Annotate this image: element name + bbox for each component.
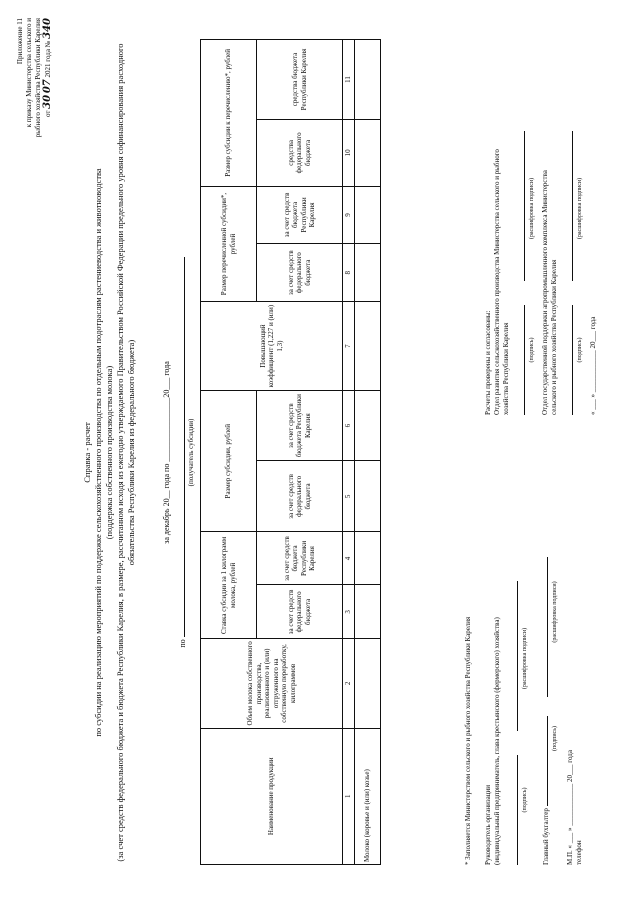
table-cell[interactable]: [355, 391, 381, 461]
number-prefix: №: [44, 40, 52, 48]
subheader-rate-rk: за счет средств бюджета Республики Карелия: [257, 532, 343, 585]
column-number: 9: [343, 186, 355, 243]
column-number: 8: [343, 244, 355, 302]
table-cell[interactable]: [355, 40, 381, 120]
column-number: 10: [343, 119, 355, 186]
title-line1: Справка - расчет: [82, 422, 92, 483]
accountant-decode-caption: (расшифровка подписи): [552, 581, 558, 643]
date-year: 2021 года: [44, 49, 52, 78]
appendix-line1: Приложение 11: [16, 18, 24, 65]
calculation-table: [200, 39, 381, 865]
subheader-size-fed: за счет средств федерального бюджета: [257, 461, 343, 532]
row-label-milk: Молоко (коровье и (или) козье): [355, 728, 381, 864]
date-month: 07: [42, 79, 53, 94]
checked-line3: хозяйства Республики Карелия: [502, 322, 510, 415]
header-size: Размер субсидии, рублей: [201, 391, 257, 532]
head-decode-caption: (расшифровка подписи): [522, 627, 528, 690]
date-day: 30: [42, 94, 53, 109]
table-cell[interactable]: [355, 585, 381, 639]
subheader-rate-fed: за счет средств федерального бюджета: [257, 585, 343, 639]
checked-line5: сельского и рыбного хозяйства Республики Карелия: [550, 259, 558, 415]
title-line5: обязательства Республики Карелия из федерального бюджета): [126, 339, 136, 566]
column-number: 7: [343, 302, 355, 391]
accountant-sign-field[interactable]: [547, 716, 548, 806]
date-prefix: от: [44, 110, 52, 118]
order-number: 340: [42, 18, 53, 39]
dept2-sign-field[interactable]: [572, 305, 573, 415]
subheader-transferred-rk: за счет средств бюджета Республики Карелия: [257, 186, 343, 243]
column-number: 4: [343, 532, 355, 585]
title-line2: по субсидии на реализацию мероприятий по поддержке сельскохозяйственного производства по отдельным подотраслям растениеводства и животноводства: [93, 168, 103, 737]
table-cell[interactable]: [355, 302, 381, 391]
checked-line1: Расчеты проверены и согласованы:: [484, 310, 492, 415]
header-transferred: Размер перечисленной субсидии*, рублей: [201, 186, 257, 301]
appendix-line2: к приказу Министерства сельского и: [25, 18, 33, 128]
header-volume: Объем молока собственного производства, реализованного и (или) отгруженного на собственную переработку, килограммов: [201, 639, 343, 728]
column-number: 11: [343, 40, 355, 120]
checked-date: « ___ » ____________ 20___ года: [589, 316, 597, 415]
recipient-field[interactable]: [184, 257, 185, 637]
head-label2: (индивидуальный предприниматель, глава крестьянского (фермерского) хозяйства): [493, 617, 501, 865]
table-cell[interactable]: [355, 532, 381, 585]
subheader-topay-rk: средства бюджета Республики Карелия: [257, 40, 343, 120]
head-sign-caption: (подпись): [522, 787, 528, 813]
header-product: Наименование продукции: [201, 728, 343, 864]
title-line4: (за счет средств федерального бюджета и бюджета Республики Карелия, в размере, рассчитанном исходя из ежегодно утверждаемого Правительством Российской Федерации предельного уровня софинансирования расходного: [115, 43, 125, 862]
head-decode-field[interactable]: [517, 582, 518, 732]
header-rate: Ставка субсидии за 1 килограмм молока, рублей: [201, 532, 257, 639]
checked-line4: Отдел государственной поддержки агропромышленного комплекса Министерства: [541, 170, 549, 415]
head-label: Руководитель организации: [484, 785, 492, 865]
subheader-transferred-fed: за счет средств федерального бюджета: [257, 244, 343, 302]
subheader-topay-fed: средства федерального бюджета: [257, 119, 343, 186]
header-coefficient: Повышающий коэффициент (1,227 и (или) 1,3): [201, 302, 343, 391]
table-cell[interactable]: [355, 244, 381, 302]
dept1-decode-caption: (расшифровка подписи): [529, 177, 535, 240]
applicant-signatures: [484, 445, 584, 865]
column-number: 6: [343, 391, 355, 461]
appendix-line3: рыбного хозяйства Республики Карелия: [34, 18, 42, 138]
table-cell[interactable]: [355, 186, 381, 243]
dept1-decode-field[interactable]: [524, 132, 525, 282]
footnote: * Заполняется Министерством сельского и рыбного хозяйства Республики Карелия: [464, 616, 472, 865]
head-sign-field[interactable]: [517, 755, 518, 865]
dept2-decode-field[interactable]: [572, 132, 573, 282]
recipient-prefix: по: [178, 639, 187, 648]
accountant-sign-caption: (подпись): [552, 726, 558, 751]
appendix-date: [43, 18, 53, 218]
dept2-decode-caption: (расшифровка подписи): [577, 177, 583, 240]
table-cell[interactable]: [355, 119, 381, 186]
column-number: 1: [343, 728, 355, 864]
subheader-size-rk: за счет средств бюджета Республики Карелия: [257, 391, 343, 461]
phone-label: телефон: [575, 840, 583, 865]
dept1-sign-caption: (подпись): [529, 337, 535, 363]
appendix-block: [16, 18, 53, 218]
column-number: 2: [343, 639, 355, 728]
accountant-label: Главный бухгалтер: [542, 808, 550, 865]
verification-block: [484, 35, 598, 415]
column-number: 3: [343, 585, 355, 639]
stamp-date-line: М.П. « ___ » ____________ 20___ года: [566, 750, 574, 865]
period-line: за декабрь 20__ года по ________________20___ года: [162, 361, 171, 544]
table-cell[interactable]: [355, 639, 381, 728]
accountant-decode-field[interactable]: [547, 557, 548, 697]
header-to-pay: Размер субсидии к перечислению*, рублей: [201, 40, 257, 187]
column-number: 5: [343, 461, 355, 532]
recipient-block: [178, 0, 195, 905]
dept2-sign-caption: (подпись): [577, 337, 583, 363]
table-cell[interactable]: [355, 461, 381, 532]
checked-line2: Отдел развития сельскохозяйственного производства Министерства сельского и рыбного: [493, 149, 501, 415]
document-title: [82, 0, 137, 905]
title-line3: (поддержка собственного производства молока): [104, 365, 114, 540]
recipient-caption: (получатель субсидии): [187, 418, 195, 487]
dept1-sign-field[interactable]: [524, 305, 525, 415]
